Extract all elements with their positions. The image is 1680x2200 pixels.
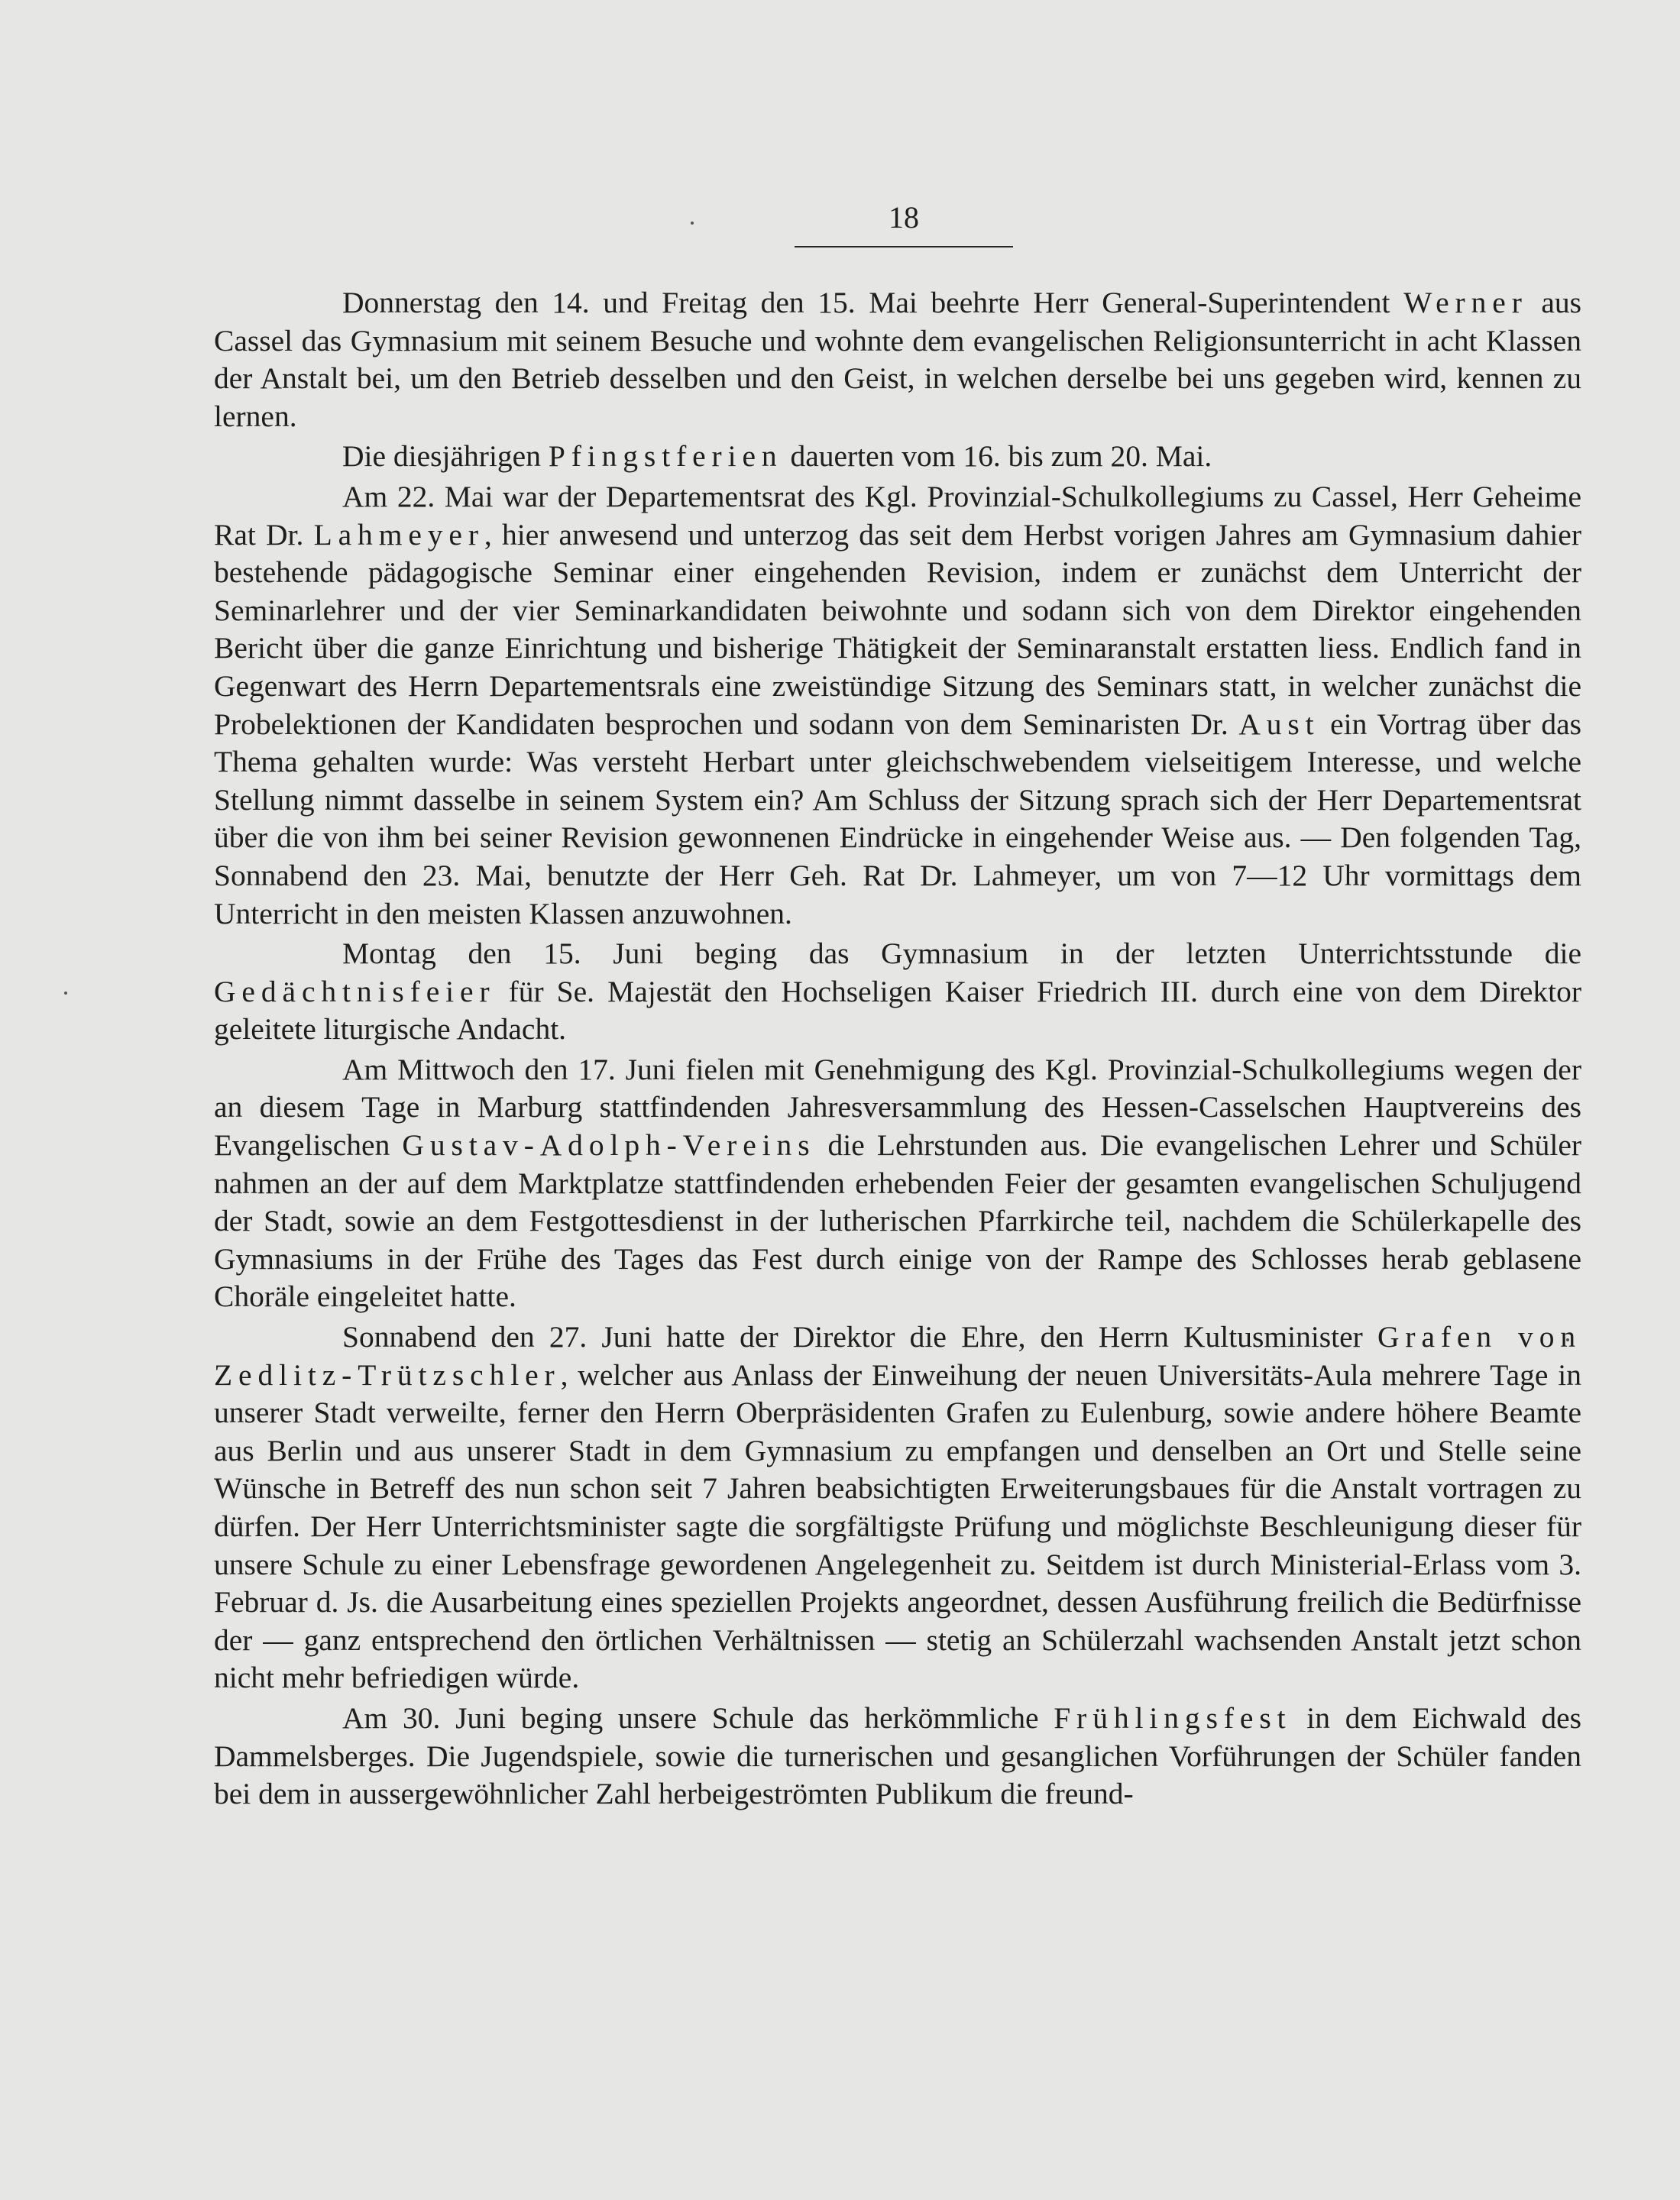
- print-speck: [691, 222, 694, 225]
- page-number-rule: [795, 246, 1013, 247]
- paragraph-text: Am 22. Mai war der Departementsrat des Kgl. Provinzial-Schulkollegiums zu Cassel, Herr Geheime Rat Dr.: [214, 479, 1581, 552]
- paragraph-text: Montag den 15. Juni beging das Gymnasium in der letzten Unterrichtsstunde die: [342, 937, 1581, 971]
- spaced-emphasis: Frühlingsfest: [1054, 1700, 1292, 1735]
- paragraph-text: in dem Eichwald des Dammelsberges. Die Jugendspiele, sowie die turnerischen und gesanglichen Vorführungen der Schüler fanden bei dem in aussergewöhnlicher Zahl herbeigeströmten Publikum die freund-: [214, 1700, 1581, 1811]
- spaced-emphasis: Gedächtnisfeier: [214, 974, 496, 1008]
- paragraph: [214, 1700, 1581, 1813]
- spaced-emphasis: Pfingstferien: [548, 439, 783, 474]
- page-number: 18: [889, 200, 919, 235]
- paragraph: [214, 1318, 1581, 1697]
- spaced-emphasis: Werner: [1403, 286, 1528, 319]
- paragraph-text: , hier anwesend und unterzog das seit dem Herbst vorigen Jahres am Gymnasium dahier bestehende pädagogische Seminar einer eingehenden Revision, indem er zunächst dem Unterricht der Seminarlehrer und der vier Seminarkandidaten beiwohnte und sodann sich von dem Direktor eingehenden Bericht über die ganze Einrichtung und bisherige Thätigkeit der Seminaranstalt erstatten liess. Endlich fand in Gegenwart des Herrn Departementsrals eine zweistündige Sitzung des Seminars statt, in welcher zunächst die Probelektionen der Kandidaten besprochen und sodann von dem Seminaristen Dr.: [214, 517, 1581, 741]
- paragraph-text: aus Cassel das Gymnasium mit seinem Besuche und wohnte dem evangelischen Religionsunterricht in acht Klassen der Anstalt bei, um den Betrieb desselben und den Geist, in welchen derselbe bei uns gegeben wird, kennen zu lernen.: [214, 286, 1581, 433]
- paragraph-text: Am 30. Juni beging unsere Schule das herkömmliche: [342, 1700, 1054, 1735]
- paragraph-text: Die diesjährigen: [342, 439, 549, 474]
- spaced-emphasis: Aust: [1238, 707, 1320, 741]
- paragraph-text: Sonnabend den 27. Juni hatte der Direktor die Ehre, den Herrn Kultusminister: [342, 1320, 1377, 1354]
- spaced-emphasis: Lahmeyer: [313, 517, 484, 552]
- paragraph-text: Am Mittwoch den 17. Juni fielen mit Genehmigung des Kgl. Provinzial-Schulkollegiums wegen der an diesem Tage in Marburg stattfindenden Jahresversammlung des Hessen-Casselschen Hauptvereins des Evangelischen: [214, 1052, 1581, 1163]
- spaced-emphasis: Grafen von Zedlitz-Trützschler: [214, 1320, 1581, 1392]
- paragraph-text: für Se. Majestät den Hochseligen Kaiser Friedrich III. durch eine von dem Direktor geleitete liturgische Andacht.: [214, 974, 1581, 1047]
- paragraph-text: , welcher aus Anlass der Einweihung der neuen Universitäts-Aula mehrere Tage in unserer Stadt verweilte, ferner den Herrn Oberpräsidenten Grafen zu Eulenburg, sowie andere höhere Beamte aus Berlin und aus unserer Stadt in dem Gymnasium zu empfangen und denselben an Ort und Stelle seine Wünsche in Betreff des nun schon seit 7 Jahren beabsichtigten Erweiterungsbaues für die Anstalt vortragen zu dürfen. Der Herr Unterrichtsminister sagte die sorgfältigste Prüfung und möglichste Beschleunigung dieser für unsere Schule zu einer Lebensfrage gewordenen Angelegenheit zu. Seitdem ist durch Ministerial-Erlass vom 3. Februar d. Js. die Ausarbeitung eines speziellen Projekts angeordnet, dessen Ausführung freilich die Bedürfnisse der — ganz entsprechend den örtlichen Verhältnissen — stetig an Schülerzahl wachsenden Anstalt jetzt schon nicht mehr befriedigen würde.: [214, 1357, 1581, 1695]
- paragraph: [214, 478, 1581, 933]
- paragraph: [214, 438, 1581, 476]
- paragraph: [214, 284, 1581, 435]
- paragraph: [214, 935, 1581, 1049]
- body-text: [214, 284, 1581, 1813]
- print-speck: [64, 992, 67, 995]
- paragraph-text: Donnerstag den 14. und Freitag den 15. Mai beehrte Herr General-Superintendent: [342, 286, 1404, 319]
- spaced-emphasis: Gustav-Adolph-Vereins: [402, 1128, 816, 1163]
- paragraph-text: ein Vortrag über das Thema gehalten wurde: Was versteht Herbart unter gleichschwebendem vielseitigem Interesse, und welche Stellung nimmt dasselbe in seinem System ein? Am Schluss der Sitzung sprach sich der Herr Departementsrat über die von ihm bei seiner Revision gewonnenen Eindrücke in eingehender Weise aus. — Den folgenden Tag, Sonnabend den 23. Mai, benutzte der Herr Geh. Rat Dr. Lahmeyer, um von 7—12 Uhr vormittags dem Unterricht in den meisten Klassen anzuwohnen.: [214, 707, 1581, 930]
- paragraph-text: dauerten vom 16. bis zum 20. Mai.: [782, 439, 1212, 474]
- paragraph-text: die Lehrstunden aus. Die evangelischen Lehrer und Schüler nahmen an der auf dem Marktplatze stattfindenden erhebenden Feier der gesamten evangelischen Schuljugend der Stadt, sowie an dem Festgottesdienst in der lutherischen Pfarrkirche teil, nachdem die Schülerkapelle des Gymnasiums in der Frühe des Tages das Fest durch einige von der Rampe des Schlosses herab geblasene Choräle eingeleitet hatte.: [214, 1128, 1582, 1314]
- paragraph: [214, 1051, 1581, 1316]
